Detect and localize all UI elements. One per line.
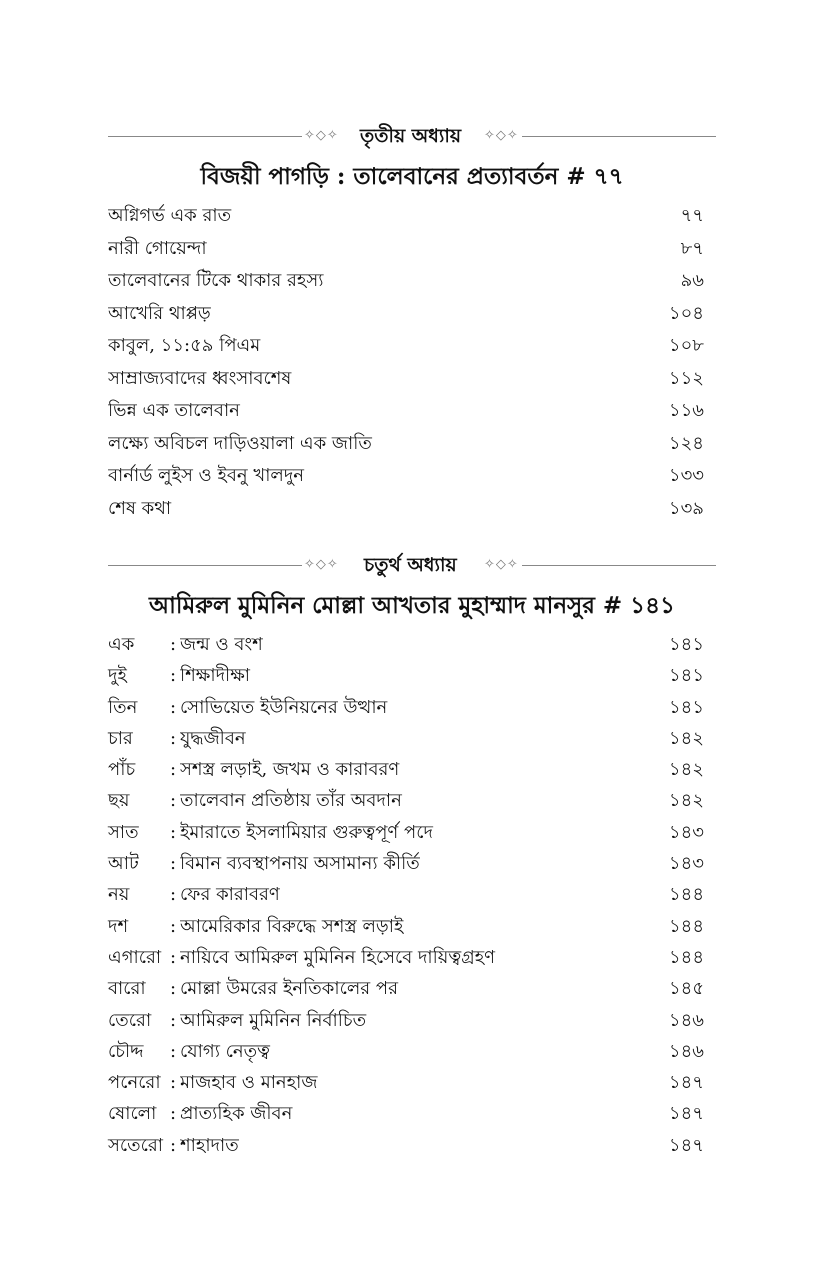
toc-entry-title: প্রাত্যহিক জীবন bbox=[180, 1103, 293, 1125]
toc-entry-separator: : bbox=[170, 790, 177, 812]
chapter-4-title: আমিরুল মুমিনিন মোল্লা আখতার মুহাম্মাদ মানসুর # ১৪১ bbox=[149, 592, 675, 619]
toc-entry-number: ছয় bbox=[108, 790, 130, 812]
toc-entry-page: ৮৭ bbox=[680, 237, 704, 259]
toc-entry-title: যোগ্য নেতৃত্ব bbox=[180, 1040, 270, 1062]
toc-entry-separator: : bbox=[170, 696, 177, 718]
toc-entry-title: বার্নার্ড লুইস ও ইবনু খালদুন bbox=[108, 465, 305, 486]
toc-entry-separator: : bbox=[170, 1072, 177, 1094]
chapter-3-divider bbox=[108, 122, 716, 150]
toc-entry-title: লক্ষ্যে অবিচল দাড়িওয়ালা এক জাতি bbox=[108, 432, 372, 454]
toc-entry-title: ফের কারাবরণ bbox=[180, 884, 280, 906]
toc-entry-separator: : bbox=[170, 1040, 177, 1062]
toc-entry-separator: : bbox=[170, 727, 177, 749]
toc-entry-page: ১১২ bbox=[668, 367, 704, 389]
toc-entry-page: ৭৭ bbox=[680, 205, 704, 226]
toc-entry[interactable] bbox=[108, 692, 716, 723]
toc-entry-page: ১৩৯ bbox=[668, 497, 704, 519]
ornament-icon: ✧◇✧ bbox=[304, 557, 339, 572]
toc-entry-page: ১৪২ bbox=[668, 790, 704, 812]
toc-entry-title: যুদ্ধজীবন bbox=[180, 727, 246, 749]
toc-entry-title: শিক্ষাদীক্ষা bbox=[180, 665, 251, 687]
toc-entry[interactable] bbox=[108, 1005, 716, 1036]
chapter-3-label: তৃতীয় অধ্যায় bbox=[360, 125, 462, 147]
chapter-3-section bbox=[108, 122, 716, 525]
toc-entry-page: ১৪৩ bbox=[668, 821, 704, 843]
toc-entry-page: ১৪১ bbox=[668, 696, 704, 718]
toc-entry-page: ১০৮ bbox=[668, 335, 704, 356]
toc-entry-page: ১৪৭ bbox=[668, 1134, 704, 1156]
chapter-4-toc-list bbox=[108, 629, 716, 1161]
toc-entry-number: তিন bbox=[108, 696, 138, 718]
toc-entry-title: সোভিয়েত ইউনিয়নের উত্থান bbox=[180, 696, 388, 718]
toc-entry-page: ৯৬ bbox=[680, 270, 704, 291]
toc-entry-page: ১৩৩ bbox=[668, 465, 704, 486]
toc-entry-separator: : bbox=[170, 759, 177, 781]
toc-entry-title: নায়িবে আমিরুল মুমিনিন হিসেবে দায়িত্বগ্রহণ bbox=[180, 946, 496, 968]
divider-rule-left bbox=[108, 136, 302, 137]
toc-entry[interactable] bbox=[108, 460, 716, 493]
toc-entry-separator: : bbox=[170, 853, 177, 875]
toc-entry[interactable] bbox=[108, 848, 716, 879]
toc-entry[interactable] bbox=[108, 817, 716, 848]
toc-entry-number: সাত bbox=[108, 821, 139, 843]
ornament-icon: ✧◇✧ bbox=[484, 557, 519, 572]
toc-entry-separator: : bbox=[170, 821, 177, 843]
toc-entry-page: ১৪৩ bbox=[668, 853, 704, 875]
toc-entry-number: পনেরো bbox=[108, 1072, 161, 1094]
toc-entry-title: ইমারাতে ইসলামিয়ার গুরুত্বপূর্ণ পদে bbox=[180, 821, 433, 843]
toc-entry-page: ১০৪ bbox=[668, 302, 704, 324]
toc-entry-title: অগ্নিগর্ভ এক রাত bbox=[108, 205, 232, 226]
toc-entry[interactable] bbox=[108, 1098, 716, 1129]
toc-entry-page: ১৪৬ bbox=[668, 1009, 704, 1031]
toc-entry-separator: : bbox=[170, 1009, 177, 1031]
chapter-3-title: বিজয়ী পাগড়ি : তালেবানের প্রত্যাবর্তন # ৭৭ bbox=[200, 163, 624, 190]
toc-entry-title: আমেরিকার বিরুদ্ধে সশস্ত্র লড়াই bbox=[180, 915, 404, 937]
toc-entry-page: ১৪২ bbox=[668, 727, 704, 749]
toc-entry-number: দশ bbox=[108, 915, 129, 937]
toc-entry-title: শাহাদাত bbox=[180, 1134, 239, 1156]
toc-entry[interactable] bbox=[108, 1036, 716, 1067]
toc-entry-title: বিমান ব্যবস্থাপনায় অসামান্য কীর্তি bbox=[180, 853, 420, 875]
toc-entry[interactable] bbox=[108, 973, 716, 1004]
toc-entry[interactable] bbox=[108, 911, 716, 942]
toc-entry[interactable] bbox=[108, 428, 716, 461]
toc-entry[interactable] bbox=[108, 233, 716, 266]
chapter-4-divider bbox=[108, 551, 716, 579]
divider-rule-right bbox=[522, 136, 716, 137]
toc-entry[interactable] bbox=[108, 754, 716, 785]
toc-entry-title: সাম্রাজ্যবাদের ধ্বংসাবশেষ bbox=[108, 367, 292, 389]
toc-entry[interactable] bbox=[108, 660, 716, 691]
toc-entry-page: ১২৪ bbox=[668, 432, 704, 454]
toc-entry-page: ১১৬ bbox=[668, 400, 704, 421]
ornament-icon: ✧◇✧ bbox=[304, 128, 339, 143]
toc-entry-page: ১৪৬ bbox=[668, 1040, 704, 1062]
toc-entry-number: দুই bbox=[108, 665, 127, 687]
toc-entry-title: মাজহাব ও মানহাজ bbox=[180, 1072, 318, 1094]
toc-entry[interactable] bbox=[108, 723, 716, 754]
toc-entry-number: তেরো bbox=[108, 1009, 152, 1031]
toc-entry-separator: : bbox=[170, 915, 177, 937]
toc-entry-title: মোল্লা উমরের ইনতিকালের পর bbox=[180, 978, 398, 1000]
toc-entry-page: ১৪১ bbox=[668, 665, 704, 687]
toc-entry-separator: : bbox=[170, 884, 177, 906]
chapter-4-section bbox=[108, 551, 716, 1161]
toc-entry[interactable] bbox=[108, 1067, 716, 1098]
toc-entry-number: চার bbox=[108, 727, 133, 749]
toc-entry-title: শেষ কথা bbox=[108, 497, 172, 519]
toc-entry-number: নয় bbox=[108, 884, 130, 906]
chapter-3-toc-list bbox=[108, 200, 716, 525]
toc-entry-number: সতেরো bbox=[108, 1134, 163, 1156]
toc-entry-page: ১৪২ bbox=[668, 759, 704, 781]
toc-entry-number: এক bbox=[108, 634, 135, 655]
toc-entry[interactable] bbox=[108, 265, 716, 298]
toc-entry-title: ভিন্ন এক তালেবান bbox=[108, 400, 240, 421]
chapter-4-label: চতুর্থ অধ্যায় bbox=[364, 554, 457, 576]
toc-entry-number: এগারো bbox=[108, 946, 162, 968]
toc-entry[interactable] bbox=[108, 298, 716, 331]
toc-entry-page: ১৪৪ bbox=[668, 884, 704, 906]
toc-entry-page: ১৪৭ bbox=[668, 1103, 704, 1125]
divider-rule-left bbox=[108, 565, 302, 566]
toc-entry-title: আমিরুল মুমিনিন নির্বাচিত bbox=[180, 1009, 367, 1031]
toc-entry[interactable] bbox=[108, 493, 716, 526]
toc-entry-number: ষোলো bbox=[108, 1103, 157, 1125]
toc-entry-separator: : bbox=[170, 946, 177, 968]
divider-rule-right bbox=[522, 565, 716, 566]
toc-entry-number: পাঁচ bbox=[108, 759, 136, 781]
toc-entry-title: তালেবানের টিকে থাকার রহস্য bbox=[108, 270, 324, 291]
toc-entry-page: ১৪১ bbox=[668, 634, 704, 655]
toc-entry-separator: : bbox=[170, 1134, 177, 1156]
toc-entry-title: নারী গোয়েন্দা bbox=[108, 237, 207, 259]
toc-entry-separator: : bbox=[170, 634, 177, 655]
toc-entry-title: তালেবান প্রতিষ্ঠায় তাঁর অবদান bbox=[180, 790, 402, 812]
toc-entry[interactable] bbox=[108, 330, 716, 363]
toc-entry[interactable] bbox=[108, 200, 716, 233]
toc-entry-number: বারো bbox=[108, 978, 146, 1000]
toc-entry-separator: : bbox=[170, 665, 177, 687]
toc-entry-separator: : bbox=[170, 978, 177, 1000]
toc-entry[interactable] bbox=[108, 785, 716, 816]
toc-entry-title: আখেরি থাপ্পড় bbox=[108, 302, 211, 324]
toc-entry-page: ১৪৪ bbox=[668, 915, 704, 937]
toc-entry-title: সশস্ত্র লড়াই, জখম ও কারাবরণ bbox=[180, 759, 400, 781]
toc-entry[interactable] bbox=[108, 879, 716, 910]
toc-entry-title: জন্ম ও বংশ bbox=[180, 634, 263, 655]
toc-entry[interactable] bbox=[108, 942, 716, 973]
toc-entry-page: ১৪৭ bbox=[668, 1072, 704, 1094]
toc-entry-page: ১৪৪ bbox=[668, 946, 704, 968]
toc-entry[interactable] bbox=[108, 629, 716, 660]
toc-entry-page: ১৪৫ bbox=[668, 978, 704, 1000]
ornament-icon: ✧◇✧ bbox=[484, 128, 519, 143]
toc-entry-number: চৌদ্দ bbox=[108, 1040, 144, 1062]
toc-entry-separator: : bbox=[170, 1103, 177, 1125]
toc-entry[interactable] bbox=[108, 395, 716, 428]
toc-entry-title: কাবুল, ১১:৫৯ পিএম bbox=[108, 335, 261, 356]
toc-entry-number: আট bbox=[108, 853, 139, 875]
toc-entry[interactable] bbox=[108, 363, 716, 396]
toc-entry[interactable] bbox=[108, 1130, 716, 1161]
